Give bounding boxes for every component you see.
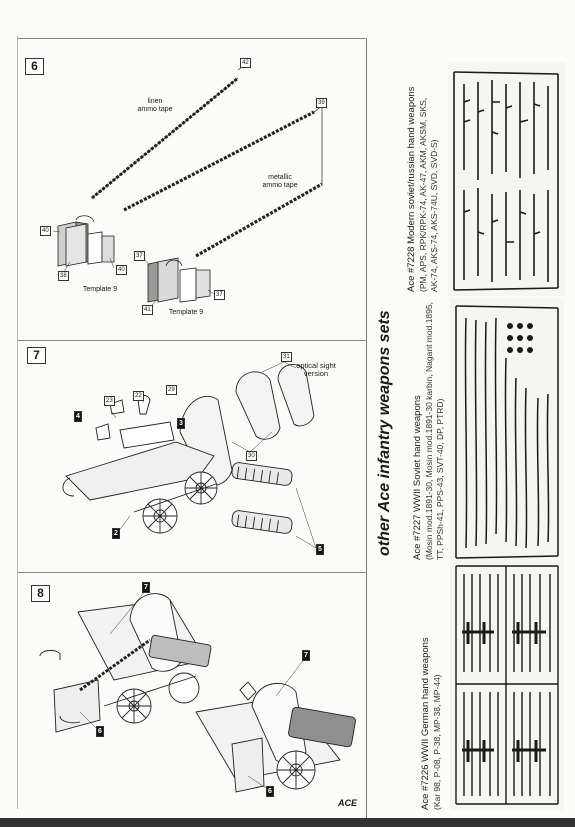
part-callout: 41	[144, 307, 151, 313]
part-callout: 38	[60, 273, 67, 279]
set-7226-title: Ace #7226 WWII German hand weapons	[420, 637, 431, 810]
part-callout: 37	[216, 292, 223, 298]
step-number: 6	[25, 58, 44, 75]
optical-sight-label: optical sight version	[296, 361, 336, 378]
set-7226-list: (Kar 98, P-08, P-38, MP-38, MP-44)	[432, 674, 442, 810]
step-number: 7	[27, 347, 46, 364]
set-7228-sprue	[448, 62, 566, 296]
assembled-gun-right	[196, 682, 356, 792]
part-callout: 29	[168, 387, 175, 393]
metallic-tape-label: metallic ammo tape	[262, 174, 298, 189]
template-label: Template 9	[168, 309, 204, 316]
part-callout: 40	[118, 267, 125, 273]
part-callout: 42	[242, 60, 249, 66]
assembled-gun-left	[40, 594, 211, 732]
part-callout: 31	[283, 354, 290, 360]
part-callout: 40	[42, 228, 49, 234]
set-7226-sprue	[450, 560, 564, 810]
part-callout: 6	[98, 728, 102, 735]
set-7228-list: (PM, APS, RPK/RPK-74, AK-47, AKM, AKSM, SKS, AK-74, AKS-74, AKS-74U, SVD, SVD-S)	[418, 97, 439, 292]
linen-tape-label: linen ammo tape	[137, 98, 173, 113]
part-callout: 2	[114, 530, 118, 537]
set-7227-list: (Mosin mod.1891-30, Mosin mod.1891-30 karbin, Nagant mod.1895, TT, PPSh-41, PPS-43, SVT-40, DP, PTRD)	[424, 302, 445, 560]
part-callout: 7	[144, 584, 148, 591]
part-callout: 23	[106, 398, 113, 404]
part-callout: 39	[318, 100, 325, 106]
sets-heading: other Ace infantry weapons sets	[376, 310, 393, 556]
set-7227-sprue	[450, 298, 564, 564]
part-callout: 3	[179, 420, 183, 427]
part-callout: 5	[318, 546, 322, 553]
part-callout: 4	[76, 413, 80, 420]
step-number: 8	[31, 585, 50, 602]
part-callout: 6	[268, 788, 272, 795]
template-label: Template 9	[82, 286, 118, 293]
part-callout: 37	[136, 253, 143, 259]
part-callout: 30	[248, 453, 255, 459]
scan-edge	[0, 818, 575, 827]
set-7228-title: Ace #7228 Modern soviet/russian hand weapons	[406, 86, 417, 292]
ace-logo: ACE	[338, 798, 358, 808]
part-callout: 22	[135, 393, 142, 399]
set-7227-title: Ace #7227 WWII Soviet hand weapons	[412, 395, 423, 560]
part-callout: 7	[304, 652, 308, 659]
